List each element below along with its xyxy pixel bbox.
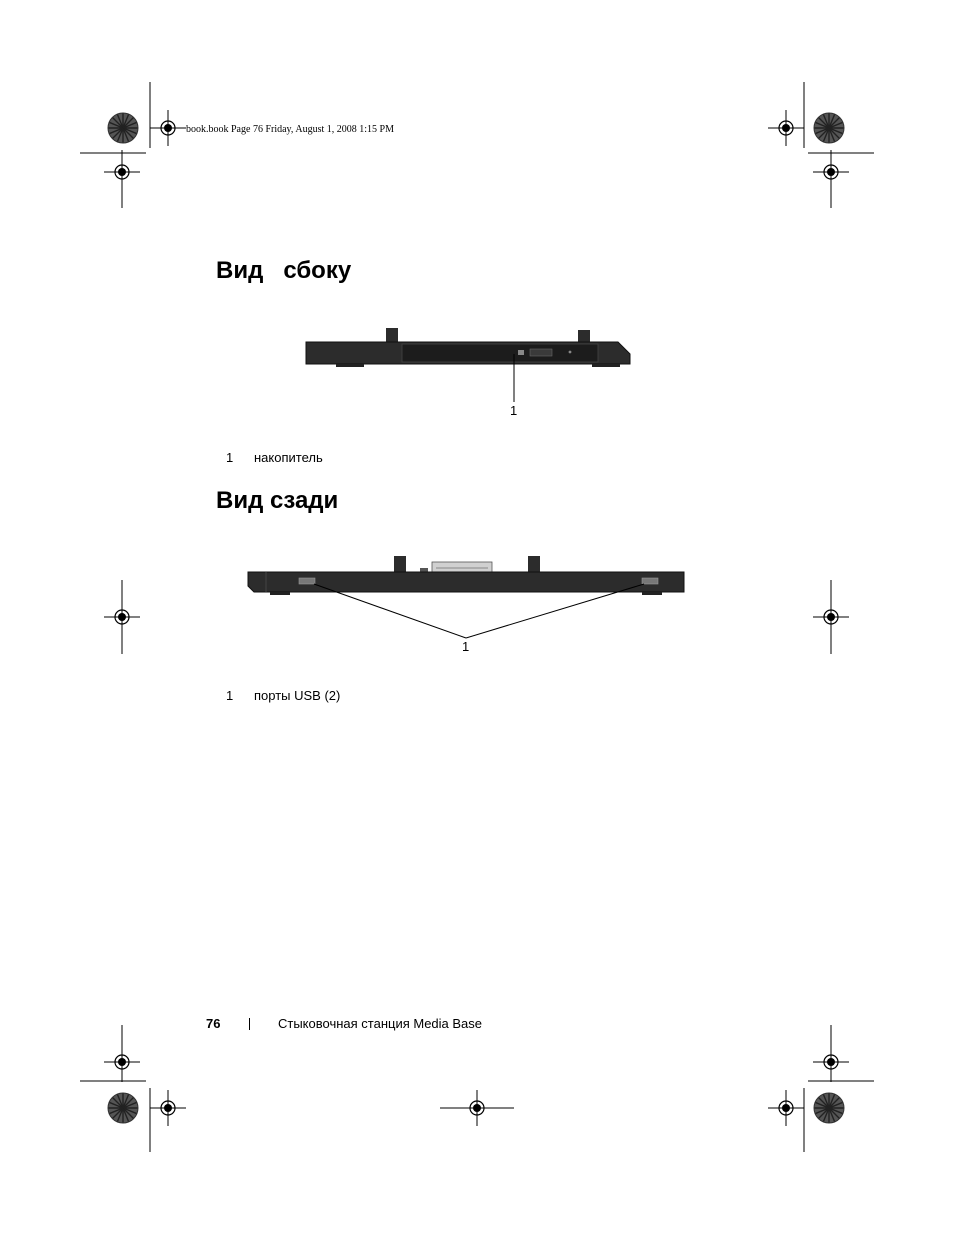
registration-mark xyxy=(768,110,804,146)
color-wheel-bottom-left xyxy=(108,1093,138,1123)
footer-title: Стыковочная станция Media Base xyxy=(278,1016,483,1031)
side-callout-line xyxy=(510,354,520,402)
side-callout-number: 1 xyxy=(510,403,518,418)
footer-separator xyxy=(249,1018,250,1030)
back-callout-number: 1 xyxy=(462,639,470,654)
heading-back-view: Вид сзади xyxy=(216,487,339,514)
legend-label: накопитель xyxy=(254,450,323,465)
color-wheel-top-left xyxy=(108,113,138,143)
registration-mark xyxy=(768,1090,804,1126)
side-view-legend-item xyxy=(226,450,526,468)
back-view-legend-item xyxy=(226,688,526,706)
back-callout-lines xyxy=(300,574,660,642)
legend-number: 1 xyxy=(226,450,234,465)
heading-side-view: Вид сбоку xyxy=(216,257,352,284)
color-wheel-bottom-right xyxy=(814,1093,844,1123)
registration-mark xyxy=(150,110,186,146)
page-number: 76 xyxy=(206,1016,221,1031)
print-slug: book.book Page 76 Friday, August 1, 2008 1:15 PM xyxy=(186,124,394,135)
registration-mark xyxy=(150,1090,186,1126)
legend-label: порты USB (2) xyxy=(254,688,341,703)
color-wheel-top-right xyxy=(814,113,844,143)
legend-number: 1 xyxy=(226,688,234,703)
side-view-illustration xyxy=(300,318,636,374)
